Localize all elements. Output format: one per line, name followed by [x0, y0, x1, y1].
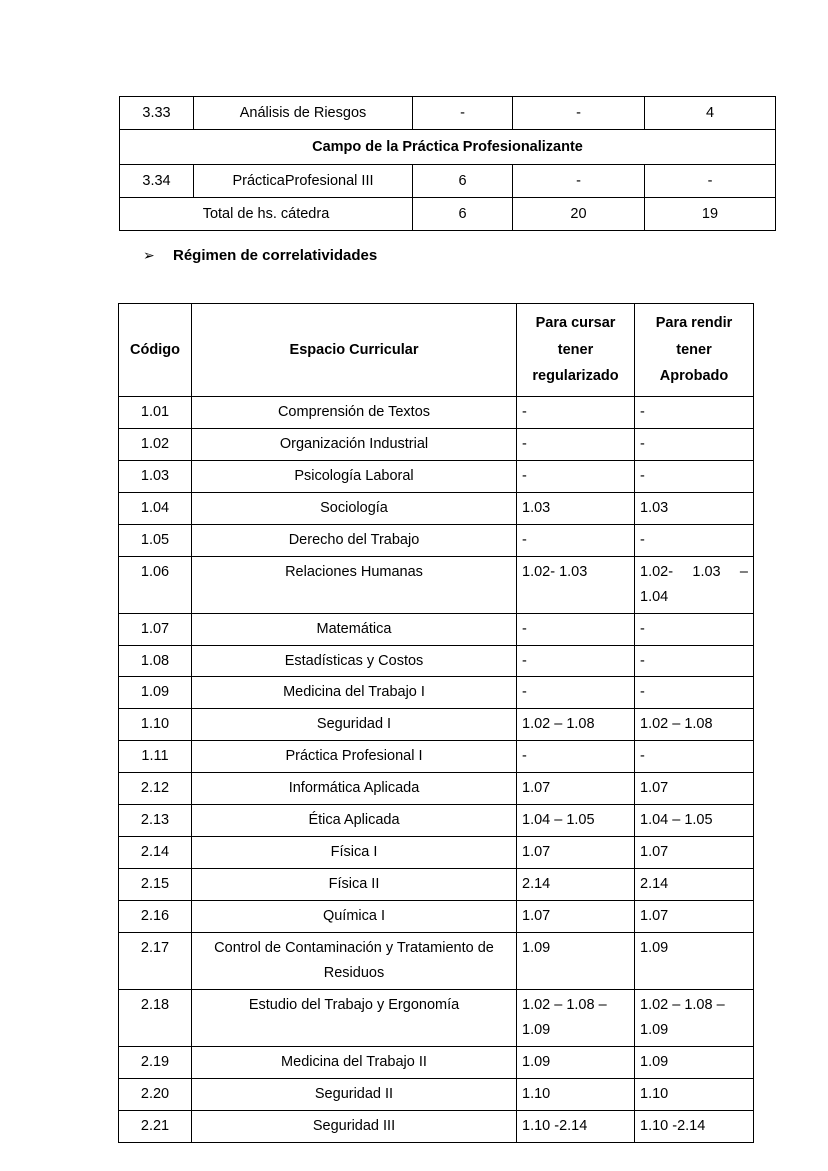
cell-espacio-curricular: Seguridad III — [192, 1110, 517, 1142]
cell-espacio-curricular: Organización Industrial — [192, 428, 517, 460]
cell-para-cursar: 1.04 – 1.05 — [517, 805, 635, 837]
table-row — [119, 556, 754, 613]
table-row — [119, 524, 754, 556]
cell-para-rendir: - — [635, 645, 754, 677]
cell-para-rendir: - — [635, 460, 754, 492]
cell-codigo: 2.14 — [119, 837, 192, 869]
cell-codigo: 1.02 — [119, 428, 192, 460]
cell-para-cursar: 1.07 — [517, 837, 635, 869]
cell-para-cursar: - — [517, 613, 635, 645]
correlatividades-table — [118, 303, 754, 1143]
cell-para-rendir: 1.07 — [635, 773, 754, 805]
column-header-codigo: Código — [119, 304, 192, 397]
cell-para-rendir: 1.07 — [635, 837, 754, 869]
table-row — [119, 397, 754, 429]
correlatividades-table-head — [119, 304, 754, 397]
cell-espacio-curricular: Informática Aplicada — [192, 773, 517, 805]
table-row — [120, 165, 776, 198]
cell-para-cursar: - — [517, 524, 635, 556]
cell-para-cursar: 1.10 -2.14 — [517, 1110, 635, 1142]
cell-para-cursar: - — [517, 677, 635, 709]
cell-para-rendir: - — [635, 397, 754, 429]
cell-espacio-curricular: Ética Aplicada — [192, 805, 517, 837]
header-line: Aprobado — [659, 368, 729, 385]
cell-para-rendir: 1.09 — [635, 932, 754, 989]
cell-para-cursar: 1.03 — [517, 492, 635, 524]
cell-para-rendir: - — [635, 677, 754, 709]
cell-codigo: 1.09 — [119, 677, 192, 709]
cell-para-cursar: 1.09 — [517, 1046, 635, 1078]
plan-cell-code: 3.34 — [120, 165, 194, 198]
cell-para-cursar: 1.09 — [517, 932, 635, 989]
cell-para-cursar: - — [517, 741, 635, 773]
cell-codigo: 1.05 — [119, 524, 192, 556]
plan-total-hours-3: 19 — [645, 198, 776, 231]
column-header-espacio-curricular: Espacio Curricular — [192, 304, 517, 397]
cell-para-cursar: - — [517, 460, 635, 492]
cell-para-cursar: 1.07 — [517, 901, 635, 933]
plan-cell-hours-1: 6 — [413, 165, 513, 198]
cell-espacio-curricular: Relaciones Humanas — [192, 556, 517, 613]
cell-para-cursar: 1.10 — [517, 1078, 635, 1110]
cell-codigo: 1.11 — [119, 741, 192, 773]
plan-cell-hours-3: - — [645, 165, 776, 198]
cell-espacio-curricular: Química I — [192, 901, 517, 933]
cell-espacio-curricular: Comprensión de Textos — [192, 397, 517, 429]
cell-codigo: 1.04 — [119, 492, 192, 524]
plan-cell-hours-2: - — [513, 165, 645, 198]
table-row — [119, 773, 754, 805]
cell-codigo: 1.06 — [119, 556, 192, 613]
plan-total-hours-1: 6 — [413, 198, 513, 231]
table-row — [119, 837, 754, 869]
cell-para-rendir: - — [635, 741, 754, 773]
cell-para-rendir: 1.04 – 1.05 — [635, 805, 754, 837]
cell-codigo: 2.15 — [119, 869, 192, 901]
table-row — [119, 932, 754, 989]
cell-espacio-curricular: Física II — [192, 869, 517, 901]
cell-codigo: 1.08 — [119, 645, 192, 677]
cell-para-rendir: - — [635, 428, 754, 460]
table-row — [119, 1110, 754, 1142]
cell-para-rendir: 1.02- 1.03 – 1.04 — [635, 556, 754, 613]
cell-para-rendir: 1.10 -2.14 — [635, 1110, 754, 1142]
cell-codigo: 2.17 — [119, 932, 192, 989]
table-row — [119, 805, 754, 837]
header-line: tener — [676, 341, 712, 358]
table-row — [119, 989, 754, 1046]
cell-para-cursar: - — [517, 645, 635, 677]
cell-codigo: 2.12 — [119, 773, 192, 805]
table-row — [119, 741, 754, 773]
cell-para-rendir: 1.10 — [635, 1078, 754, 1110]
plan-cell-name: PrácticaProfesional III — [194, 165, 413, 198]
table-row — [120, 97, 776, 130]
cell-para-rendir: 1.02 – 1.08 — [635, 709, 754, 741]
table-row-band — [120, 130, 776, 165]
arrowhead-bullet-icon: ➢ — [143, 248, 155, 264]
cell-espacio-curricular: Matemática — [192, 613, 517, 645]
plan-cell-hours-2: - — [513, 97, 645, 130]
header-line: regularizado — [532, 368, 619, 385]
table-row — [119, 1078, 754, 1110]
plan-de-estudios-table — [119, 96, 776, 231]
column-header-para-cursar — [517, 304, 635, 397]
table-row — [119, 901, 754, 933]
table-row-total — [120, 198, 776, 231]
cell-codigo: 1.10 — [119, 709, 192, 741]
table-row — [119, 677, 754, 709]
table-row — [119, 428, 754, 460]
cell-codigo: 1.07 — [119, 613, 192, 645]
plan-table-body — [120, 97, 776, 231]
cell-para-cursar: 2.14 — [517, 869, 635, 901]
correlatividades-table-body — [119, 397, 754, 1143]
cell-para-rendir: - — [635, 613, 754, 645]
cell-espacio-curricular: Derecho del Trabajo — [192, 524, 517, 556]
header-line: Para rendir — [655, 314, 733, 331]
cell-espacio-curricular: Estadísticas y Costos — [192, 645, 517, 677]
cell-espacio-curricular: Seguridad I — [192, 709, 517, 741]
cell-espacio-curricular: Psicología Laboral — [192, 460, 517, 492]
cell-espacio-curricular: Sociología — [192, 492, 517, 524]
table-row — [119, 709, 754, 741]
cell-codigo: 2.16 — [119, 901, 192, 933]
section-heading — [143, 246, 663, 266]
header-line: Para cursar — [535, 314, 616, 331]
cell-espacio-curricular: Práctica Profesional I — [192, 741, 517, 773]
cell-para-rendir: - — [635, 524, 754, 556]
cell-espacio-curricular: Medicina del Trabajo I — [192, 677, 517, 709]
cell-para-cursar: - — [517, 397, 635, 429]
cell-codigo: 2.20 — [119, 1078, 192, 1110]
cell-codigo: 2.21 — [119, 1110, 192, 1142]
table-header-row — [119, 304, 754, 397]
plan-cell-code: 3.33 — [120, 97, 194, 130]
cell-espacio-curricular: Física I — [192, 837, 517, 869]
cell-espacio-curricular: Control de Contaminación y Tratamiento de Residuos — [192, 932, 517, 989]
cell-para-rendir: 2.14 — [635, 869, 754, 901]
cell-codigo: 2.13 — [119, 805, 192, 837]
cell-para-cursar: - — [517, 428, 635, 460]
table-row — [119, 869, 754, 901]
cell-para-cursar: 1.02- 1.03 — [517, 556, 635, 613]
cell-para-rendir: 1.03 — [635, 492, 754, 524]
table-row — [119, 645, 754, 677]
cell-para-cursar: 1.07 — [517, 773, 635, 805]
plan-band-label: Campo de la Práctica Profesionalizante — [120, 130, 776, 165]
header-line: tener — [557, 341, 594, 358]
cell-codigo: 1.01 — [119, 397, 192, 429]
plan-cell-hours-3: 4 — [645, 97, 776, 130]
cell-codigo: 2.18 — [119, 989, 192, 1046]
plan-cell-name: Análisis de Riesgos — [194, 97, 413, 130]
table-row — [119, 613, 754, 645]
table-row — [119, 1046, 754, 1078]
cell-espacio-curricular: Estudio del Trabajo y Ergonomía — [192, 989, 517, 1046]
plan-total-label: Total de hs. cátedra — [120, 198, 413, 231]
cell-codigo: 1.03 — [119, 460, 192, 492]
cell-para-rendir: 1.09 — [635, 1046, 754, 1078]
plan-cell-hours-1: - — [413, 97, 513, 130]
section-heading-label: Régimen de correlatividades — [173, 247, 378, 264]
table-row — [119, 460, 754, 492]
cell-para-cursar: 1.02 – 1.08 — [517, 709, 635, 741]
cell-codigo: 2.19 — [119, 1046, 192, 1078]
plan-total-hours-2: 20 — [513, 198, 645, 231]
cell-para-rendir: 1.07 — [635, 901, 754, 933]
cell-para-cursar: 1.02 – 1.08 – 1.09 — [517, 989, 635, 1046]
column-header-para-rendir — [635, 304, 754, 397]
cell-espacio-curricular: Seguridad II — [192, 1078, 517, 1110]
table-row — [119, 492, 754, 524]
cell-para-rendir: 1.02 – 1.08 – 1.09 — [635, 989, 754, 1046]
cell-espacio-curricular: Medicina del Trabajo II — [192, 1046, 517, 1078]
